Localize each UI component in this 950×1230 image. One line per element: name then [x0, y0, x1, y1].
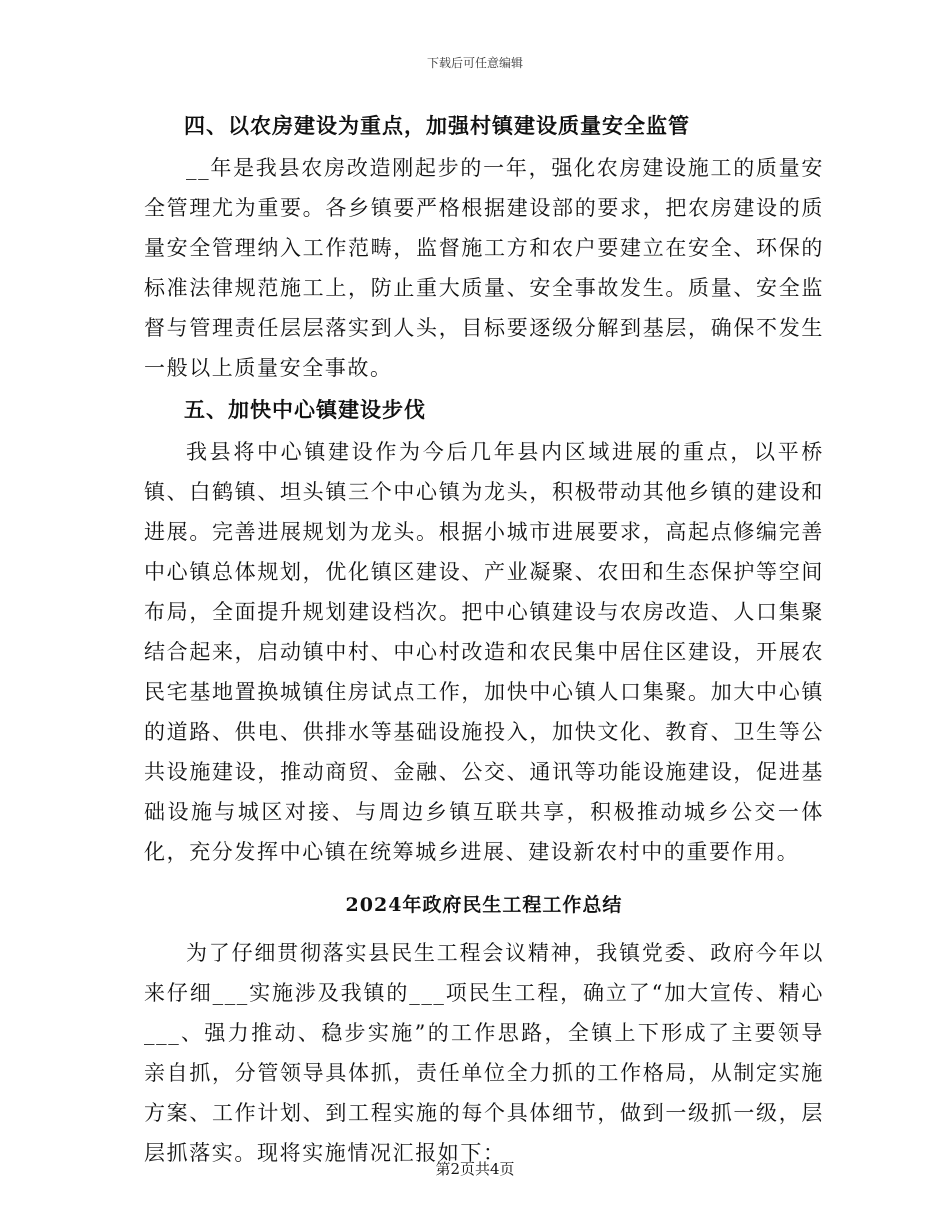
section-body-5: 我县将中心镇建设作为今后几年县内区域进展的重点，以平桥镇、白鹤镇、坦头镇三个中心镇为龙头，积极带动其他乡镇的建设和进展。完善进展规划为龙头。根据小城市进展要求，高起点修编完善中心镇总体规划，优化镇区建设、产业凝聚、农田和生态保护等空间布局，全面提升规划建设档次。把中心镇建设与农房改造、人口集聚结合起来，启动镇中村、中心村改造和农民集中居住区建设，开展农民宅基地置换城镇住房试点工作，加快中心镇人口集聚。加大中心镇的道路、供电、供排水等基础设施投入，加快文化、教育、卫生等公共设施建设，推动商贸、金融、公交、通讯等功能设施建设，促进基础设施与城区对接、与周边乡镇互联共享，积极推动城乡公交一体化，充分发挥中心镇在统筹城乡进展、建设新农村中的重要作用。 — [144, 440, 824, 864]
document-title: 2024年政府民生工程工作总结 — [345, 894, 623, 916]
section-body-4: __年是我县农房改造刚起步的一年，强化农房建设施工的质量安全管理尤为重要。各乡镇要严格根据建设部的要求，把农房建设的质量安全管理纳入工作范畴，监督施工方和农户要建立在安全、环保的标准法律规范施工上，防止重大质量、安全事故发生。质量、安全监督与管理责任层层落实到人头，目标要逐级分解到基层，确保不发生一般以上质量安全事故。 — [144, 156, 824, 380]
page-content — [144, 110, 824, 1173]
page-footer: 第2页共4页 — [435, 1160, 515, 1178]
page-header: 下载后可任意编辑 — [426, 56, 523, 70]
section-heading-5: 五、加快中心镇建设步伐 — [184, 397, 426, 422]
document-intro: 为了仔细贯彻落实县民生工程会议精神，我镇党委、政府今年以来仔细___实施涉及我镇的___项民生工程，确立了“加大宣传、精心___、强力推动、稳步实施”的工作思路，全镇上下形成了主要领导亲自抓，分管领导具体抓，责任单位全力抓的工作格局，从制定实施方案、工作计划、到工程实施的每个具体细节，做到一级抓一级，层层抓落实。现将实施情况汇报如下： — [144, 941, 824, 1165]
section-heading-4: 四、以农房建设为重点，加强村镇建设质量安全监管 — [184, 113, 690, 138]
